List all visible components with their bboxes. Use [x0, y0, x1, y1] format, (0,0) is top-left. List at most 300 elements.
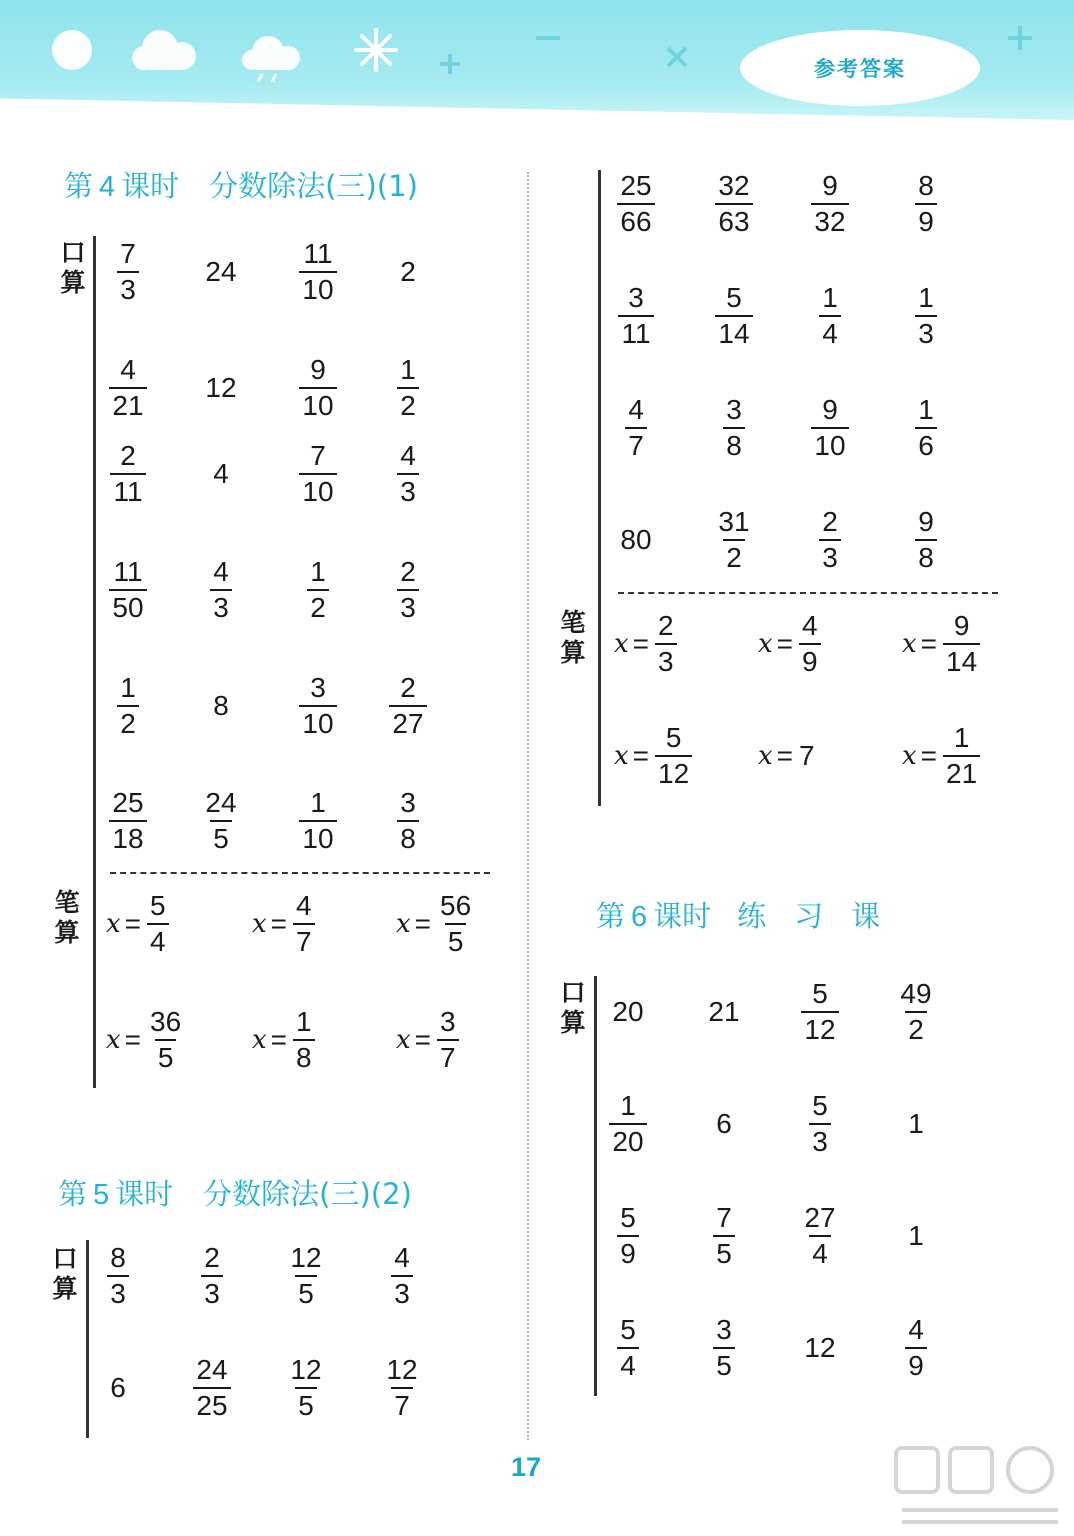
- lesson-5-title: 第 5 课时 分数除法(三)(2): [58, 1177, 412, 1211]
- fraction-denominator: 5: [295, 1387, 317, 1420]
- fraction-denominator: 5: [713, 1347, 735, 1380]
- fraction-numerator: 25: [112, 787, 144, 818]
- answer-fraction: [299, 356, 336, 420]
- answer-fraction: [723, 396, 745, 460]
- fraction-denominator: 10: [299, 387, 336, 420]
- answer-cell: [268, 1348, 344, 1428]
- answer-cell: [782, 1308, 858, 1388]
- answer-cell: [888, 500, 964, 580]
- answer-fraction: [299, 674, 336, 738]
- answer-cell: [878, 1196, 954, 1276]
- answer-fraction: [655, 612, 677, 676]
- answer-cell: [370, 348, 446, 428]
- answer-fraction: [715, 172, 752, 236]
- divide-icon: [1008, 26, 1032, 50]
- equation-answer: [902, 716, 980, 796]
- answer-cell: [598, 500, 674, 580]
- answer-fraction: [811, 396, 848, 460]
- fraction-numerator: 3: [440, 1006, 456, 1037]
- fraction-denominator: 10: [299, 271, 336, 304]
- lesson-5-written-label: 笔算: [560, 608, 586, 667]
- lesson-4-oral-label: 口算: [60, 238, 86, 297]
- cloud-icon: [132, 30, 196, 70]
- answer-cell: [90, 434, 166, 514]
- equation-answer: [396, 1000, 459, 1080]
- fraction-numerator: 4: [400, 440, 416, 471]
- answer-cell: [280, 348, 356, 428]
- fraction-denominator: 21: [109, 387, 146, 420]
- fraction-denominator: 3: [117, 271, 139, 304]
- answer-value: 2: [400, 256, 416, 287]
- equation-equals: =: [414, 1024, 432, 1055]
- fraction-numerator: 5: [150, 890, 166, 921]
- equation-equals: =: [414, 908, 432, 939]
- answer-value: 24: [205, 256, 237, 287]
- answer-fraction: [819, 508, 841, 572]
- answer-fraction: [147, 1008, 184, 1072]
- times-icon: [668, 48, 686, 66]
- fraction-numerator: 3: [628, 282, 644, 313]
- answer-fraction: [293, 892, 315, 956]
- fraction-numerator: 4: [296, 890, 312, 921]
- answer-cell: [696, 500, 772, 580]
- fraction-denominator: 7: [293, 923, 315, 956]
- answer-cell: [696, 164, 772, 244]
- fraction-numerator: 49: [900, 978, 932, 1009]
- fraction-numerator: 1: [400, 354, 416, 385]
- answer-fraction: [397, 356, 419, 420]
- fraction-numerator: 9: [310, 354, 326, 385]
- answer-fraction: [299, 789, 336, 853]
- fraction-numerator: 27: [804, 1202, 836, 1233]
- answer-cell: [90, 550, 166, 630]
- answer-fraction: [915, 508, 937, 572]
- answer-cell: [590, 1196, 666, 1276]
- fraction-numerator: 2: [400, 556, 416, 587]
- answer-cell: [90, 232, 166, 312]
- fraction-numerator: 12: [386, 1354, 418, 1385]
- fraction-numerator: 4: [802, 610, 818, 641]
- fraction-denominator: 7: [437, 1039, 459, 1072]
- fraction-denominator: 5: [295, 1275, 317, 1308]
- answer-fraction: [109, 789, 146, 853]
- answer-fraction: [107, 1244, 129, 1308]
- fraction-numerator: 2: [204, 1242, 220, 1273]
- fraction-numerator: 9: [953, 610, 970, 641]
- equation-variable: x: [396, 909, 411, 939]
- fraction-numerator: 5: [812, 978, 828, 1009]
- answer-fraction: [397, 558, 419, 622]
- fraction-denominator: 27: [389, 705, 426, 738]
- fraction-numerator: 5: [665, 722, 682, 753]
- answer-fraction: [117, 674, 139, 738]
- answer-cell: [878, 1308, 954, 1388]
- fraction-denominator: 11: [618, 315, 653, 348]
- lesson-5-oral-label: 口算: [52, 1244, 78, 1303]
- answer-cell: [792, 276, 868, 356]
- answer-value: 20: [612, 996, 644, 1027]
- fraction-numerator: 7: [716, 1202, 732, 1233]
- fraction-numerator: 3: [310, 672, 326, 703]
- answer-cell: [280, 550, 356, 630]
- equation-answer: [252, 884, 315, 964]
- answer-cell: [183, 781, 259, 861]
- fraction-numerator: 8: [110, 1242, 126, 1273]
- answer-cell: [888, 276, 964, 356]
- answer-cell: [90, 781, 166, 861]
- fraction-numerator: 4: [120, 354, 136, 385]
- answer-fraction: [391, 1244, 413, 1308]
- fraction-denominator: 6: [915, 427, 937, 460]
- answer-fraction: [307, 558, 329, 622]
- lesson-5-rule-right: [598, 170, 601, 806]
- fraction-numerator: 11: [113, 556, 143, 587]
- answer-fraction: [811, 172, 848, 236]
- answer-fraction: [299, 240, 336, 304]
- equation-variable: x: [614, 741, 629, 771]
- fraction-numerator: 1: [918, 282, 934, 313]
- sun-icon: [52, 30, 92, 70]
- answer-value: 12: [804, 1332, 836, 1363]
- fraction-numerator: 24: [205, 787, 237, 818]
- equation-answer: [902, 604, 980, 684]
- answer-key-badge: [740, 30, 980, 106]
- answer-cell: [183, 232, 259, 312]
- answer-fraction: [117, 240, 139, 304]
- fraction-denominator: 3: [915, 315, 937, 348]
- equation-answer: [106, 1000, 184, 1080]
- fraction-denominator: 10: [811, 427, 848, 460]
- answer-fraction: [109, 356, 146, 420]
- fraction-numerator: 4: [213, 556, 229, 587]
- answer-fraction: [287, 1244, 324, 1308]
- fraction-numerator: 3: [400, 787, 416, 818]
- fraction-numerator: 8: [918, 170, 934, 201]
- fraction-denominator: 5: [210, 820, 232, 853]
- equation-variable: x: [614, 629, 629, 659]
- fraction-numerator: 5: [726, 282, 742, 313]
- equation-equals: =: [776, 628, 794, 659]
- fraction-numerator: 4: [628, 394, 644, 425]
- answer-fraction: [799, 612, 821, 676]
- fraction-denominator: 20: [609, 1123, 646, 1156]
- equation-variable: x: [396, 1025, 411, 1055]
- fraction-denominator: 14: [943, 643, 980, 676]
- fraction-denominator: 7: [391, 1387, 413, 1420]
- fraction-denominator: 3: [391, 1275, 413, 1308]
- fraction-numerator: 24: [196, 1354, 228, 1385]
- fraction-denominator: 5: [445, 923, 467, 956]
- answer-cell: [370, 232, 446, 312]
- answer-value: 21: [708, 996, 740, 1027]
- equation-answer: [614, 716, 692, 796]
- answer-fraction: [617, 172, 654, 236]
- fraction-numerator: 12: [290, 1354, 322, 1385]
- equation-answer: [758, 716, 815, 796]
- equation-answer: [396, 884, 474, 964]
- answer-fraction: [193, 1356, 230, 1420]
- lesson-4-written-label: 笔算: [54, 888, 80, 947]
- answer-cell: [183, 666, 259, 746]
- fraction-numerator: 2: [658, 610, 674, 641]
- fraction-denominator: 3: [655, 643, 677, 676]
- fraction-denominator: 3: [201, 1275, 223, 1308]
- answer-fraction: [943, 724, 980, 788]
- lesson-5-separator: [618, 592, 998, 594]
- fraction-numerator: 5: [812, 1090, 828, 1121]
- fraction-numerator: 5: [620, 1202, 636, 1233]
- answer-fraction: [109, 558, 146, 622]
- equation-variable: x: [106, 1025, 121, 1055]
- answer-cell: [370, 434, 446, 514]
- answer-fraction: [617, 1204, 639, 1268]
- answer-cell: [878, 972, 954, 1052]
- fraction-numerator: 7: [120, 238, 136, 269]
- fraction-denominator: 12: [801, 1011, 838, 1044]
- answer-fraction: [801, 1204, 838, 1268]
- answer-value: 4: [213, 458, 229, 489]
- fraction-denominator: 4: [819, 315, 841, 348]
- lesson-6-oral-label: 口算: [560, 978, 586, 1037]
- answer-cell: [364, 1348, 440, 1428]
- equation-answer: [252, 1000, 315, 1080]
- answer-cell: [696, 388, 772, 468]
- equation-answer: [106, 884, 169, 964]
- answer-cell: [686, 1196, 762, 1276]
- fraction-numerator: 1: [953, 722, 970, 753]
- answer-cell: [782, 1196, 858, 1276]
- fraction-denominator: 7: [625, 427, 647, 460]
- fraction-numerator: 1: [120, 672, 136, 703]
- fraction-denominator: 2: [117, 705, 139, 738]
- answer-cell: [280, 434, 356, 514]
- answer-cell: [280, 232, 356, 312]
- answer-cell: [782, 972, 858, 1052]
- equation-variable: x: [758, 741, 773, 771]
- fraction-denominator: 9: [799, 643, 821, 676]
- fraction-numerator: 9: [822, 170, 838, 201]
- answer-value: 8: [213, 690, 229, 721]
- equation-equals: =: [270, 908, 288, 939]
- fraction-denominator: 10: [299, 820, 336, 853]
- answer-cell: [590, 972, 666, 1052]
- fraction-denominator: 9: [915, 203, 937, 236]
- fraction-denominator: 14: [715, 315, 752, 348]
- fraction-denominator: 66: [617, 203, 654, 236]
- answer-fraction: [809, 1092, 831, 1156]
- answer-fraction: [397, 789, 419, 853]
- answer-cell: [686, 972, 762, 1052]
- answer-cell: [183, 434, 259, 514]
- fraction-denominator: 9: [617, 1235, 639, 1268]
- equation-variable: x: [106, 909, 121, 939]
- answer-fraction: [437, 1008, 459, 1072]
- answer-cell: [686, 1084, 762, 1164]
- fraction-denominator: 2: [397, 387, 419, 420]
- fraction-denominator: 25: [193, 1387, 230, 1420]
- answer-fraction: [293, 1008, 315, 1072]
- equation-equals: =: [776, 740, 794, 771]
- answer-value: 6: [110, 1372, 126, 1403]
- fraction-denominator: 3: [819, 539, 841, 572]
- fraction-denominator: 10: [299, 473, 336, 506]
- fraction-numerator: 9: [822, 394, 838, 425]
- equation-equals: =: [124, 908, 142, 939]
- answer-fraction: [389, 674, 426, 738]
- fraction-numerator: 1: [296, 1006, 312, 1037]
- fraction-numerator: 25: [620, 170, 652, 201]
- equation-answer: [614, 604, 677, 684]
- fraction-denominator: 10: [299, 705, 336, 738]
- answer-fraction: [905, 1316, 927, 1380]
- answer-cell: [696, 276, 772, 356]
- answer-value: 1: [908, 1108, 924, 1139]
- fraction-numerator: 2: [120, 440, 136, 471]
- page-number: 17: [510, 1452, 542, 1482]
- fraction-denominator: 21: [943, 755, 980, 788]
- answer-cell: [878, 1084, 954, 1164]
- fraction-numerator: 3: [726, 394, 742, 425]
- answer-cell: [174, 1348, 250, 1428]
- answer-fraction: [202, 789, 239, 853]
- lesson-4-separator: [110, 872, 490, 874]
- fraction-numerator: 4: [908, 1314, 924, 1345]
- answer-value: 6: [716, 1108, 732, 1139]
- answer-cell: [792, 164, 868, 244]
- equation-equals: =: [920, 628, 938, 659]
- fraction-denominator: 4: [147, 923, 169, 956]
- answer-cell: [792, 388, 868, 468]
- fraction-numerator: 36: [150, 1006, 182, 1037]
- answer-cell: [782, 1084, 858, 1164]
- column-divider: [527, 172, 529, 1440]
- answer-fraction: [110, 442, 145, 506]
- answer-fraction: [655, 724, 692, 788]
- answer-value: 7: [799, 740, 815, 771]
- fraction-numerator: 56: [440, 890, 472, 921]
- equation-equals: =: [632, 628, 650, 659]
- fraction-denominator: 3: [809, 1123, 831, 1156]
- answer-cell: [280, 666, 356, 746]
- fraction-denominator: 63: [715, 203, 752, 236]
- answer-fraction: [287, 1356, 324, 1420]
- fraction-denominator: 3: [210, 589, 232, 622]
- answer-fraction: [625, 396, 647, 460]
- fraction-denominator: 50: [109, 589, 146, 622]
- answer-cell: [183, 348, 259, 428]
- answer-cell: [364, 1236, 440, 1316]
- answer-cell: [280, 781, 356, 861]
- answer-fraction: [715, 284, 752, 348]
- fraction-numerator: 5: [620, 1314, 636, 1345]
- equation-equals: =: [124, 1024, 142, 1055]
- fraction-numerator: 9: [918, 506, 934, 537]
- equation-equals: =: [632, 740, 650, 771]
- answer-fraction: [201, 1244, 223, 1308]
- answer-fraction: [609, 1092, 646, 1156]
- answer-cell: [590, 1084, 666, 1164]
- answer-fraction: [713, 1204, 735, 1268]
- answer-cell: [370, 666, 446, 746]
- answer-cell: [174, 1236, 250, 1316]
- fraction-denominator: 8: [915, 539, 937, 572]
- equation-variable: x: [758, 629, 773, 659]
- fraction-denominator: 18: [109, 820, 146, 853]
- answer-cell: [686, 1308, 762, 1388]
- fraction-numerator: 1: [822, 282, 838, 313]
- answer-fraction: [618, 284, 653, 348]
- equation-answer: [758, 604, 821, 684]
- lesson-4-title: 第 4 课时 分数除法(三)(1): [64, 169, 418, 203]
- fraction-denominator: 32: [811, 203, 848, 236]
- fraction-denominator: 11: [110, 473, 145, 506]
- lesson-6-title: 第 6 课时 练习课: [596, 899, 909, 933]
- fraction-numerator: 11: [303, 238, 333, 269]
- fraction-numerator: 3: [716, 1314, 732, 1345]
- answer-cell: [590, 1308, 666, 1388]
- fraction-denominator: 4: [809, 1235, 831, 1268]
- answer-fraction: [437, 892, 474, 956]
- answer-fraction: [713, 1316, 735, 1380]
- answer-fraction: [819, 284, 841, 348]
- fraction-numerator: 31: [718, 506, 750, 537]
- answer-fraction: [617, 1316, 639, 1380]
- equation-variable: x: [902, 741, 917, 771]
- badge-label: 参考答案: [814, 57, 906, 81]
- watermark-logo: [888, 1440, 1068, 1532]
- answer-cell: [80, 1236, 156, 1316]
- fraction-denominator: 8: [293, 1039, 315, 1072]
- fraction-denominator: 3: [397, 589, 419, 622]
- answer-fraction: [383, 1356, 420, 1420]
- fraction-numerator: 12: [290, 1242, 322, 1273]
- answer-value: 12: [205, 372, 237, 403]
- fraction-numerator: 7: [310, 440, 326, 471]
- answer-cell: [90, 348, 166, 428]
- fraction-denominator: 12: [655, 755, 692, 788]
- answer-cell: [598, 388, 674, 468]
- fraction-numerator: 2: [822, 506, 838, 537]
- fraction-denominator: 2: [905, 1011, 927, 1044]
- answer-cell: [888, 164, 964, 244]
- fraction-denominator: 4: [617, 1347, 639, 1380]
- fraction-denominator: 2: [307, 589, 329, 622]
- answer-fraction: [897, 980, 934, 1044]
- fraction-denominator: 8: [723, 427, 745, 460]
- fraction-numerator: 32: [718, 170, 750, 201]
- answer-fraction: [299, 442, 336, 506]
- fraction-numerator: 4: [394, 1242, 410, 1273]
- answer-fraction: [943, 612, 980, 676]
- answer-fraction: [915, 172, 937, 236]
- equation-variable: x: [252, 1025, 267, 1055]
- answer-cell: [370, 781, 446, 861]
- equation-equals: =: [920, 740, 938, 771]
- fraction-numerator: 1: [620, 1090, 636, 1121]
- fraction-denominator: 9: [905, 1347, 927, 1380]
- answer-cell: [80, 1348, 156, 1428]
- plus-icon: [440, 54, 460, 74]
- answer-value: 80: [620, 524, 652, 555]
- answer-fraction: [147, 892, 169, 956]
- answer-fraction: [210, 558, 232, 622]
- fraction-denominator: 8: [397, 820, 419, 853]
- answer-cell: [90, 666, 166, 746]
- fraction-numerator: 1: [310, 787, 326, 818]
- answer-cell: [268, 1236, 344, 1316]
- equation-variable: x: [252, 909, 267, 939]
- fraction-denominator: 3: [107, 1275, 129, 1308]
